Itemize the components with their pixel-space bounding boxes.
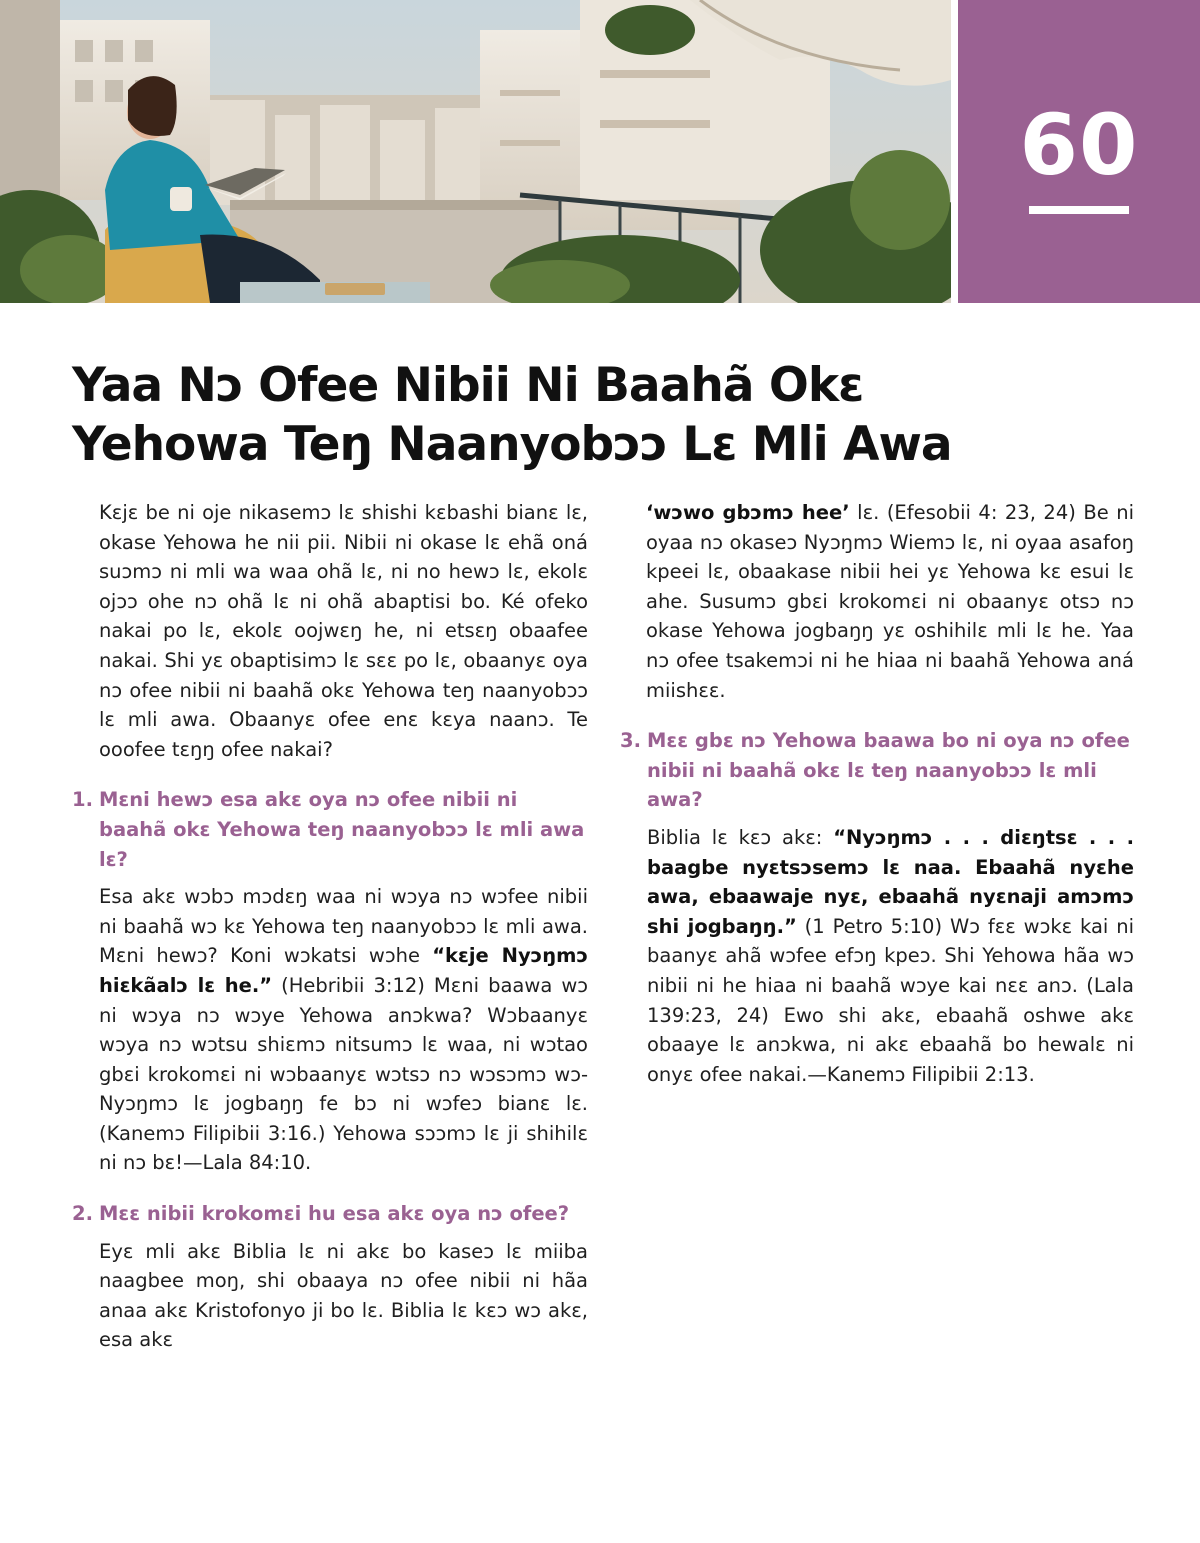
section-2-paragraph-start bbox=[72, 1237, 588, 1355]
section-2-text-a: Eyɛ mli akɛ Biblia lɛ ni akɛ bo kaseɔ lɛ miiba naagbee moŋ, shi obaaya nɔ ofee nibii ni hãa anaa akɛ Kristofonyo ji bo lɛ. Biblia lɛ kɛɔ wɔ akɛ, esa akɛ bbox=[99, 1239, 588, 1352]
chapter-number-underline bbox=[1029, 206, 1129, 214]
page-title bbox=[72, 356, 1132, 474]
right-column bbox=[620, 498, 1134, 1089]
intro-paragraph: Kɛjɛ be ni oje nikasemɔ lɛ shishi kɛbashi bianɛ lɛ, okase Yehowa he nii pii. Nibii ni okase lɛ ehã oná suɔmɔ ni mli wa waa ohã lɛ, ni no hewɔ lɛ, ekolɛ ojɔɔ ohe nɔ ohã lɛ ni ohã abaptisi bo. Ké ofeko nakai po lɛ, ekolɛ oojwɛŋ he, ni etsɛŋ obaafee nakai. Shi yɛ obaptisimɔ lɛ sɛɛ po lɛ, obaanyɛ oya nɔ ofee nibii ni baahã okɛ Yehowa teŋ naanyobɔɔ lɛ mli awa. Obaanyɛ ofee enɛ kɛya naanɔ. Te ooofee tɛŋŋ ofee nakai? bbox=[99, 501, 588, 761]
section-3-paragraph bbox=[620, 823, 1134, 1089]
section-1-number: 1. bbox=[72, 788, 93, 812]
section-2-number: 2. bbox=[72, 1202, 93, 1226]
section-1-question bbox=[72, 785, 588, 874]
section-2-scripture-quote: ‘wɔwo gbɔmɔ hee’ bbox=[646, 501, 850, 524]
chapter-number-box bbox=[958, 0, 1200, 303]
left-column bbox=[72, 498, 588, 1355]
section-1-text-b: (Hebribii 3:12) Mɛni baawa wɔ ni wɔya nɔ wɔye Yehowa anɔkwa? Wɔbaanyɛ wɔya nɔ wɔtsu shiɛmɔ nitsumɔ lɛ waa, ni wɔtao gbɛi krokomɛi ni wɔbaanyɛ wɔtsɔ nɔ wɔsɔmɔ wɔ-Nyɔŋmɔ lɛ jogbaŋŋ fe bɔ ni wɔfeɔ bianɛ lɛ. (Kanemɔ Filipibii 3:16.) Yehowa sɔɔmɔ lɛ ji shihilɛ ni nɔ bɛ!—Lala 84:10. bbox=[99, 973, 588, 1175]
section-1-paragraph bbox=[72, 882, 588, 1178]
section-3-question bbox=[620, 726, 1134, 815]
section-2-paragraph-continued bbox=[620, 498, 1134, 705]
section-3-question-text: Mɛɛ gbɛ nɔ Yehowa baawa bo ni oya nɔ ofee nibii ni baahã okɛ lɛ teŋ naanyobɔɔ lɛ mli awa? bbox=[647, 729, 1130, 812]
chapter-number: 60 bbox=[1019, 96, 1139, 194]
section-2-question bbox=[72, 1199, 588, 1229]
page-title-line-1: Yaa Nɔ Ofee Nibii Ni Baahã Okɛ bbox=[72, 358, 864, 413]
section-3-text-b: (1 Petro 5:10) Wɔ fɛɛ wɔkɛ kai ni baanyɛ ahã wɔfee efɔŋ kpeɔ. Shi Yehowa hãa wɔ nibii ni he hiaa ni baahã wɔye kai nɛɛ anɔ. (Lala 139:23, 24) Ewo shi akɛ, ebaahã oshwe akɛ obaaye lɛ anɔkwa, ni akɛ ebaahã bo hewalɛ ni onyɛ ofee nakai.—Kanemɔ Filipibii 2:13. bbox=[647, 914, 1135, 1086]
page-title-line-2: Yehowa Teŋ Naanyobɔɔ Lɛ Mli Awa bbox=[72, 417, 952, 472]
section-2-text-b: lɛ. (Efesobii 4: 23, 24) Be ni oyaa nɔ okaseɔ Nyɔŋmɔ Wiemɔ lɛ, ni oyaa asafoŋ kpeei lɛ, obaakase nibii hei yɛ Yehowa kɛ esui lɛ ahe. Susumɔ gbɛi krokomɛi ni obaanyɛ otsɔ nɔ okase Yehowa jogbaŋŋ yɛ oshihilɛ mli lɛ he. Yaa nɔ ofee tsakemɔi ni he hiaa ni baahã Yehowa aná miishɛɛ. bbox=[646, 501, 1134, 702]
section-1-question-text: Mɛni hewɔ esa akɛ oya nɔ ofee nibii ni baahã okɛ Yehowa teŋ naanyobɔɔ lɛ mli awa lɛ? bbox=[99, 788, 585, 871]
section-1-text-a: Esa akɛ wɔbɔ mɔdɛŋ waa ni wɔya nɔ wɔfee nibii ni baahã wɔ kɛ Yehowa teŋ naanyobɔɔ lɛ mli awa. Mɛni hewɔ? Koni wɔkatsi wɔhe bbox=[99, 885, 588, 968]
section-2-question-text: Mɛɛ nibii krokomɛi hu esa akɛ oya nɔ ofee? bbox=[99, 1202, 570, 1226]
woman-reading-bible-on-balcony-image bbox=[0, 0, 951, 303]
section-3-number: 3. bbox=[620, 729, 641, 753]
section-3-text-a: Biblia lɛ kɛɔ akɛ: bbox=[647, 825, 834, 849]
hero-photo bbox=[0, 0, 951, 303]
section-3-scripture-quote: “Nyɔŋmɔ . . . diɛŋtsɛ . . . baagbe nyɛtsɔsemɔ lɛ naa. Ebaahã nyɛhe awa, ebaawaje nyɛ, ebaahã nyɛnaji amɔmɔ shi jogbaŋŋ.” bbox=[647, 825, 1134, 938]
section-1-scripture-quote: “kɛje Nyɔŋmɔ hiɛkãalɔ lɛ he.” bbox=[99, 944, 589, 997]
